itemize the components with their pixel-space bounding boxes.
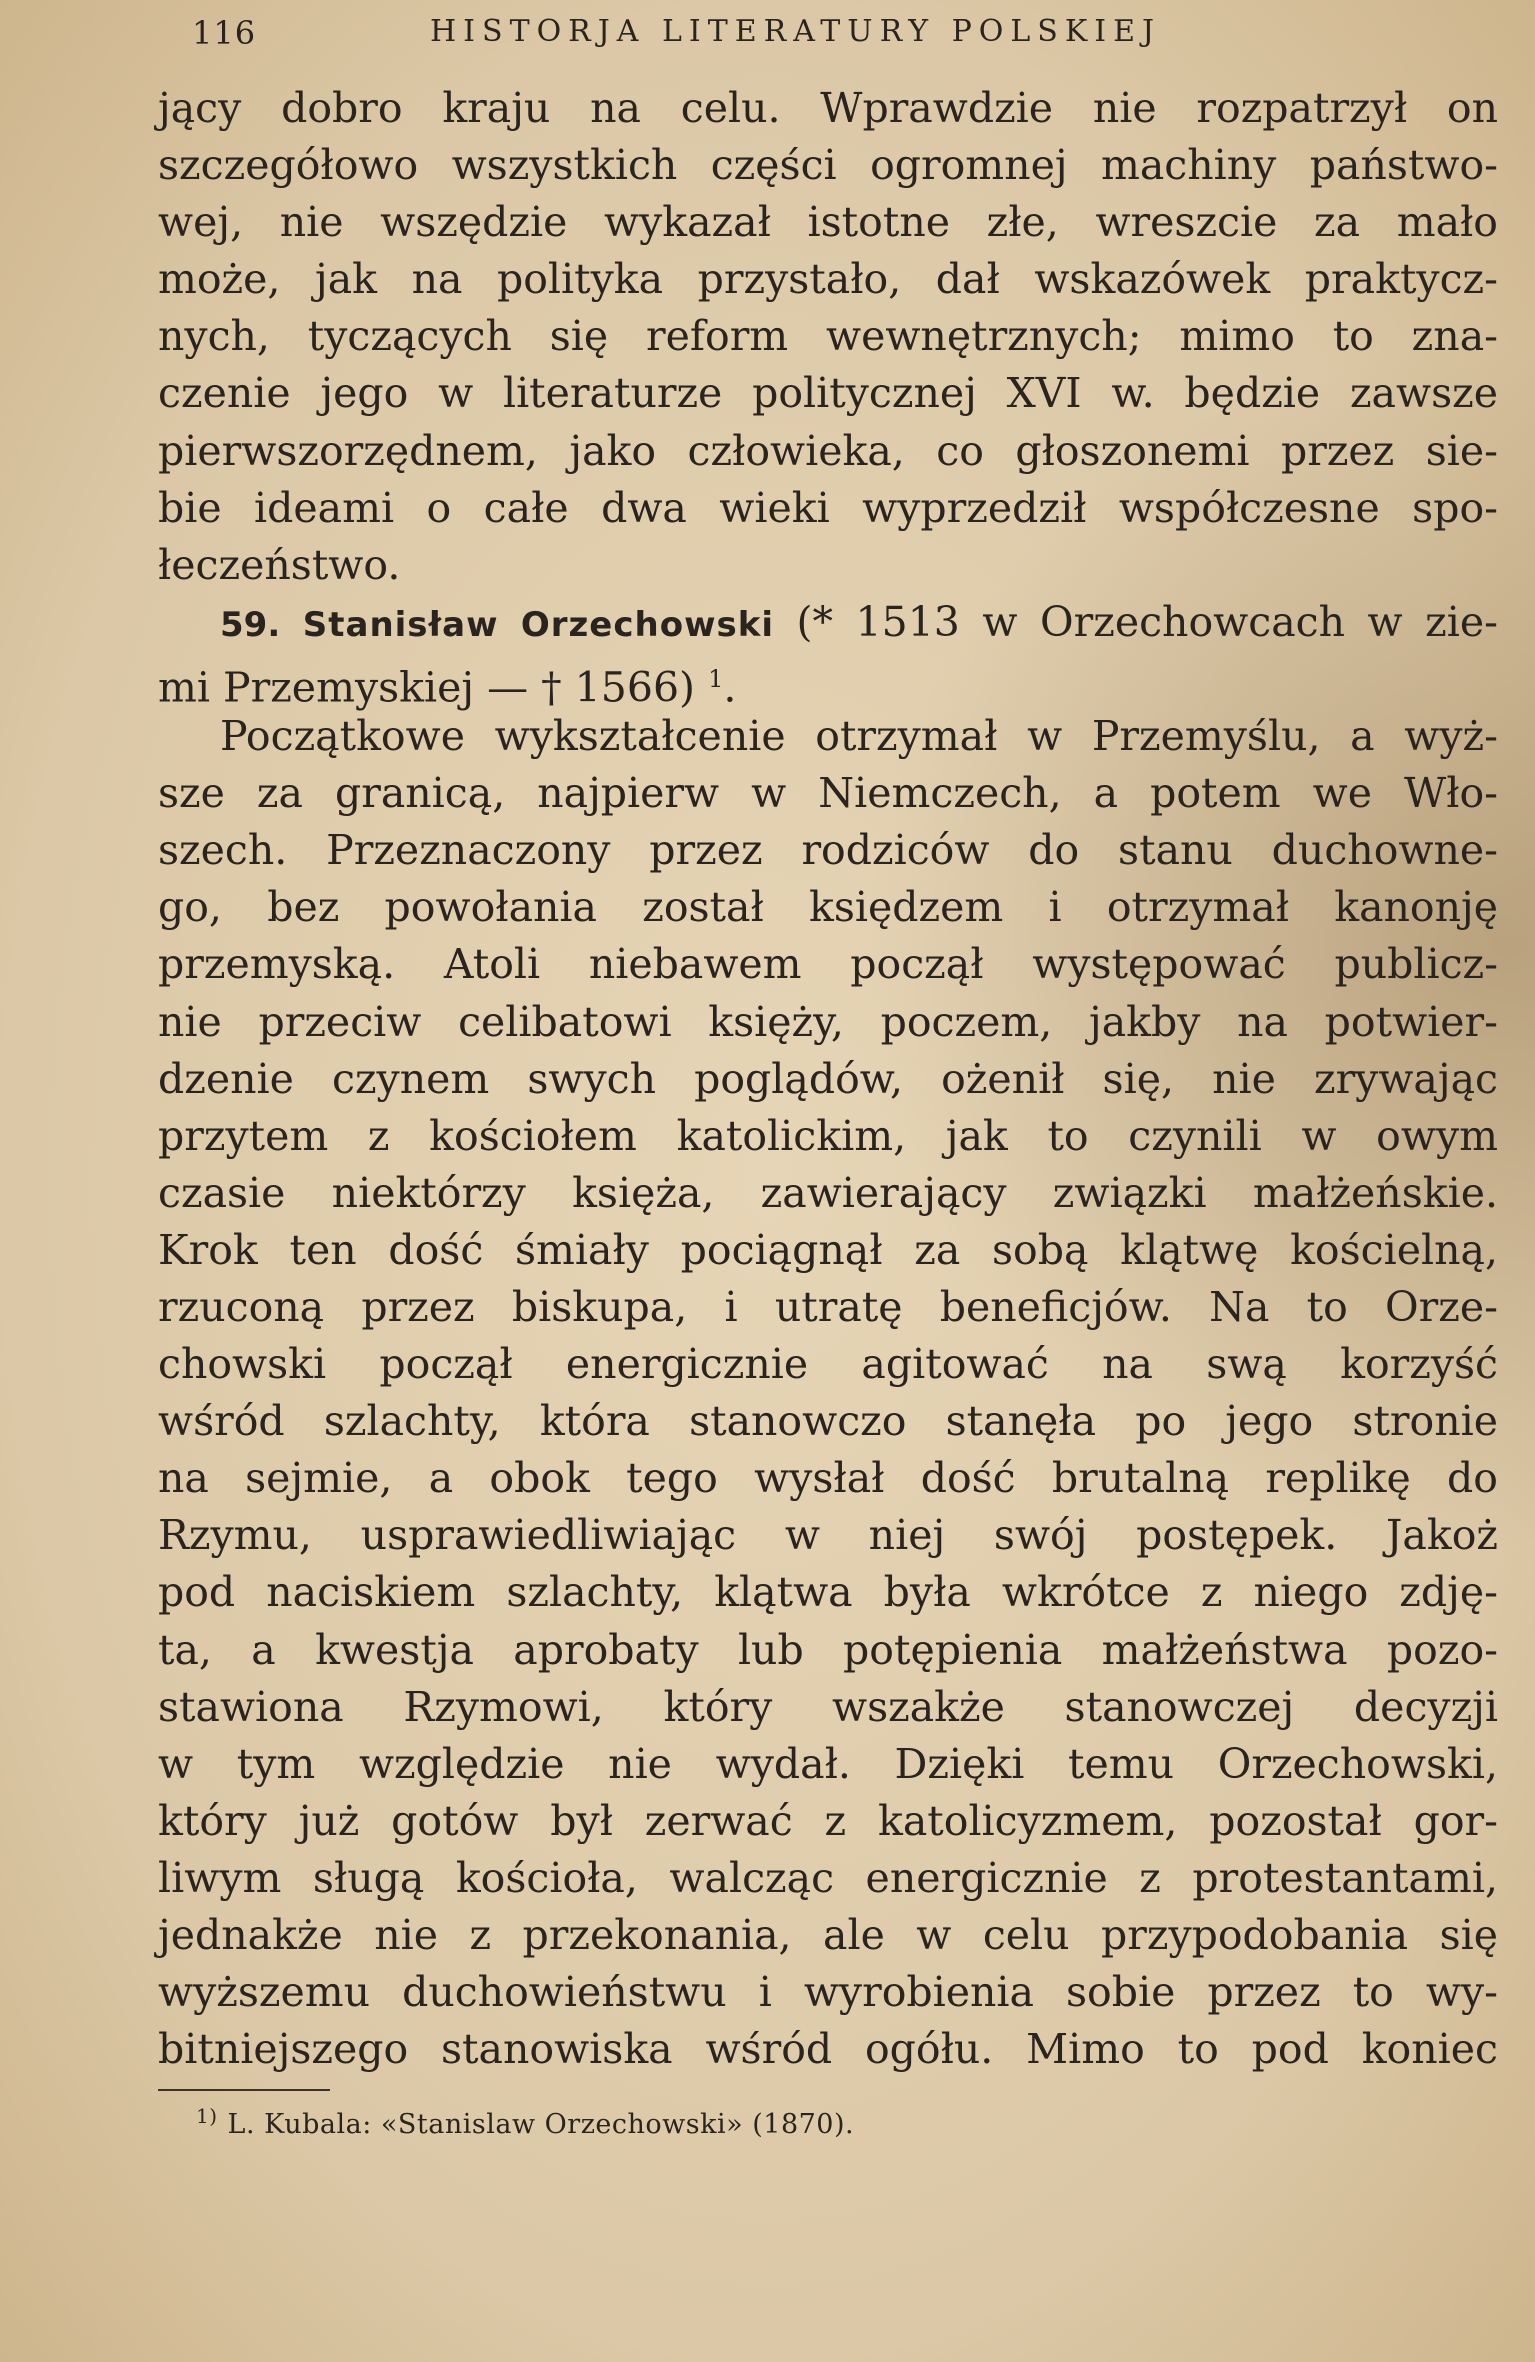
text-line: go, bez powołania został księdzem i otrzymał kanonję <box>158 883 1498 932</box>
footnote-reference: 1 <box>708 664 724 693</box>
section-name: Stanisław Orzechowski <box>302 604 774 645</box>
text-line: czenie jego w literaturze politycznej XVI w. będzie zawsze <box>158 369 1498 418</box>
footnote-mark: 1) <box>196 2104 218 2128</box>
text-line: ta, a kwestja aprobaty lub potępienia małżeństwa pozo- <box>158 1625 1498 1674</box>
text-line: pierwszorzędnem, jako człowieka, co głoszonemi przez sie- <box>158 426 1498 475</box>
body-text <box>158 80 1498 2078</box>
text-line: wyższemu duchowieństwu i wyrobienia sobie przez to wy- <box>158 1968 1498 2017</box>
text-line: rzuconą przez biskupa, i utratę beneficjów. Na to Orze- <box>158 1282 1498 1331</box>
footnote <box>196 2104 854 2140</box>
section-heading-end: . <box>723 663 737 712</box>
text-line: bitniejszego stanowiska wśród ogółu. Mimo to pod koniec <box>158 2025 1498 2074</box>
text-line: przemyską. Atoli niebawem począł występować publicz- <box>158 940 1498 989</box>
text-line: nych, tyczących się reform wewnętrznych; mimo to zna- <box>158 312 1498 361</box>
text-line: pod naciskiem szlachty, klątwa była wkrótce z niego zdję- <box>158 1568 1498 1617</box>
section-heading-line <box>158 594 1498 651</box>
text-line: Rzymu, usprawiedliwiając w niej swój postępek. Jakoż <box>158 1511 1498 1560</box>
text-line: wej, nie wszędzie wykazał istotne złe, wreszcie za mało <box>158 198 1498 247</box>
text-line: który już gotów był zerwać z katolicyzmem, pozostał gor- <box>158 1796 1498 1845</box>
running-head <box>192 14 1492 64</box>
text-line: bie ideami o całe dwa wieki wyprzedził współczesne spo- <box>158 483 1498 532</box>
text-line: przytem z kościołem katolickim, jak to czynili w owym <box>158 1111 1498 1160</box>
footnote-separator <box>158 2089 330 2091</box>
text-line: jednakże nie z przekonania, ale w celu przypodobania się <box>158 1911 1498 1959</box>
text-line: na sejmie, a obok tego wysłał dość brutalną replikę do <box>158 1454 1498 1503</box>
text-line: szech. Przeznaczony przez rodziców do stanu duchowne- <box>158 826 1498 875</box>
text-line: nie przeciw celibatowi księży, poczem, jakby na potwier- <box>158 997 1498 1046</box>
section-region-dates: mi Przemyskiej — † 1566) <box>158 663 696 712</box>
text-line: liwym sługą kościoła, walcząc energicznie z protestantami, <box>158 1853 1498 1902</box>
running-title: HISTORJA LITERATURY POLSKIEJ <box>430 14 1162 49</box>
text-line: dzenie czynem swych poglądów, ożenił się, nie zrywając <box>158 1054 1498 1103</box>
text-line: może, jak na polityka przystało, dał wskazówek praktycz- <box>158 255 1498 304</box>
text-line: stawiona Rzymowi, który wszakże stanowczej decyzji <box>158 1682 1498 1731</box>
text-line: Krok ten dość śmiały pociągnął za sobą klątwę kościelną, <box>158 1225 1498 1274</box>
text-line: łeczeństwo. <box>158 540 401 589</box>
section-birth-info: (* 1513 w Orzechowcach w zie- <box>796 597 1498 646</box>
text-line: szczegółowo wszystkich części ogromnej machiny państwo- <box>158 141 1498 190</box>
footnote-text: L. Kubala: «Stanislaw Orzechowski» (1870). <box>227 2109 855 2140</box>
section-heading-line-2 <box>158 651 1498 712</box>
text-line: sze za granicą, najpierw w Niemczech, a potem we Wło- <box>158 769 1498 818</box>
text-line: Początkowe wykształcenie otrzymał w Przemyślu, a wyż- <box>220 712 1498 761</box>
text-line: wśród szlachty, która stanowczo stanęła po jego stronie <box>158 1397 1498 1446</box>
page-number: 116 <box>192 14 257 52</box>
text-line: jący dobro kraju na celu. Wprawdzie nie rozpatrzył on <box>158 84 1498 132</box>
section-number: 59. <box>220 604 281 645</box>
text-line: chowski począł energicznie agitować na swą korzyść <box>158 1340 1498 1389</box>
text-line: w tym względzie nie wydał. Dzięki temu Orzechowski, <box>158 1739 1498 1788</box>
text-line: czasie niektórzy księża, zawierający związki małżeńskie. <box>158 1168 1498 1217</box>
